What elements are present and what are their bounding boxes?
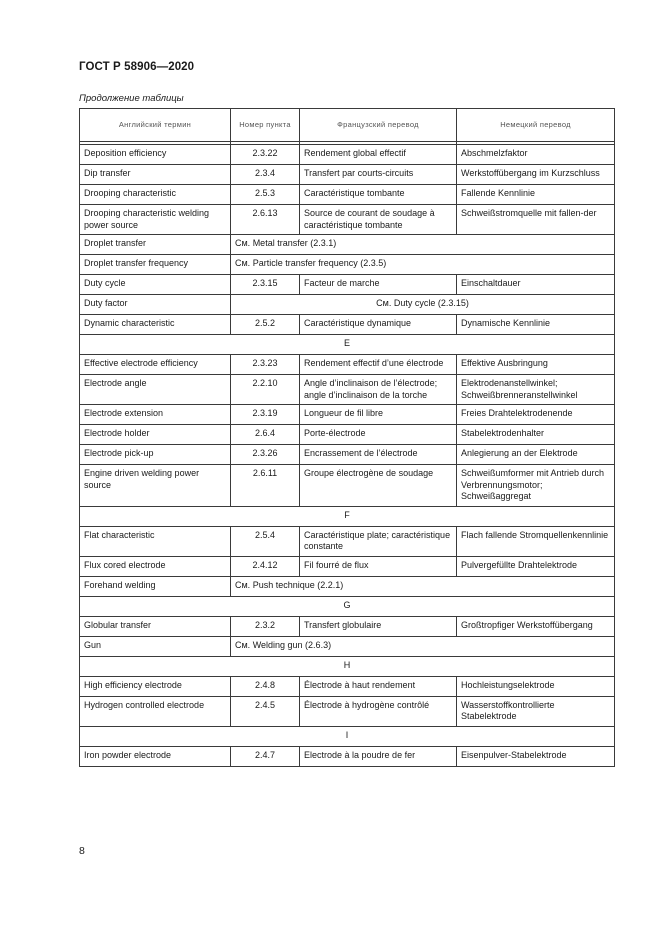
page-number: 8 [79, 845, 85, 857]
french-translation-cell: Rendement global effectif [300, 145, 457, 165]
clause-number-cell: 2.4.5 [231, 696, 300, 726]
section-letter-row [80, 656, 615, 676]
english-term-cell: Electrode pick-up [80, 445, 231, 465]
clause-number-cell: 2.3.22 [231, 145, 300, 165]
english-term-cell: Forehand welding [80, 576, 231, 596]
english-term-cell: Deposition efficiency [80, 145, 231, 165]
english-term-cell: Flux cored electrode [80, 556, 231, 576]
french-translation-cell: Rendement effectif d’une électrode [300, 355, 457, 375]
german-translation-cell: Freies Drahtelektrodenende [457, 405, 615, 425]
english-term-cell: Effective electrode efficiency [80, 355, 231, 375]
table-row [80, 165, 615, 185]
table-row [80, 235, 615, 255]
english-term-cell: Hydrogen controlled electrode [80, 696, 231, 726]
french-translation-cell: Caractéristique plate; caractéristique constante [300, 526, 457, 556]
table-row [80, 696, 615, 726]
french-translation-cell: Longueur de fil libre [300, 405, 457, 425]
table-row [80, 255, 615, 275]
cross-reference-cell: См. Metal transfer (2.3.1) [231, 235, 615, 255]
clause-number-cell: 2.3.19 [231, 405, 300, 425]
german-translation-cell: Eisenpulver-Stabelektrode [457, 746, 615, 766]
table-row [80, 185, 615, 205]
table-row [80, 576, 615, 596]
english-term-cell: Electrode holder [80, 425, 231, 445]
french-translation-cell: Caractéristique tombante [300, 185, 457, 205]
german-translation-cell: Einschaltdauer [457, 275, 615, 295]
table-row [80, 275, 615, 295]
french-translation-cell: Porte-électrode [300, 425, 457, 445]
french-translation-cell: Électrode à haut rendement [300, 676, 457, 696]
table-row [80, 636, 615, 656]
table-body [80, 142, 615, 767]
clause-number-cell: 2.2.10 [231, 375, 300, 405]
clause-number-cell: 2.3.26 [231, 445, 300, 465]
clause-number-cell: 2.3.15 [231, 275, 300, 295]
table-row [80, 465, 615, 507]
german-translation-cell: Großtropfiger Werkstoffübergang [457, 616, 615, 636]
english-term-cell: Duty factor [80, 295, 231, 315]
table-row [80, 145, 615, 165]
german-translation-cell: Wasserstoffkontrollierte Stabelektrode [457, 696, 615, 726]
table-row [80, 425, 615, 445]
german-translation-cell: Schweißstromquelle mit fallen-der [457, 205, 615, 235]
clause-number-cell: 2.3.2 [231, 616, 300, 636]
clause-number-cell: 2.6.13 [231, 205, 300, 235]
french-translation-cell: Angle d’inclinaison de l’électrode; angle d’inclinaison de la torche [300, 375, 457, 405]
german-translation-cell: Schweißumformer mit Antrieb durch Verbrennungsmotor; Schweißaggregat [457, 465, 615, 507]
german-translation-cell: Werkstoffübergang im Kurzschluss [457, 165, 615, 185]
english-term-cell: Engine driven welding power source [80, 465, 231, 507]
cross-reference-cell: См. Push technique (2.2.1) [231, 576, 615, 596]
english-term-cell: Dip transfer [80, 165, 231, 185]
english-term-cell: Dynamic characteristic [80, 315, 231, 335]
column-header-english-term: Английский термин [80, 109, 231, 142]
french-translation-cell: Transfert par courts-circuits [300, 165, 457, 185]
german-translation-cell: Anlegierung an der Elektrode [457, 445, 615, 465]
german-translation-cell: Effektive Ausbringung [457, 355, 615, 375]
section-letter: I [80, 726, 615, 746]
french-translation-cell: Caractéristique dynamique [300, 315, 457, 335]
english-term-cell: Gun [80, 636, 231, 656]
french-translation-cell: Fil fourré de flux [300, 556, 457, 576]
french-translation-cell: Électrode à hydrogène contrôlé [300, 696, 457, 726]
french-translation-cell: Facteur de marche [300, 275, 457, 295]
table-row [80, 295, 615, 315]
table-row [80, 205, 615, 235]
column-header-french-translation: Французский перевод [300, 109, 457, 142]
german-translation-cell: Stabelektrodenhalter [457, 425, 615, 445]
section-letter-row [80, 596, 615, 616]
french-translation-cell: Electrode à la poudre de fer [300, 746, 457, 766]
section-letter-row [80, 506, 615, 526]
german-translation-cell: Flach fallende Stromquellenkennlinie [457, 526, 615, 556]
clause-number-cell: 2.4.12 [231, 556, 300, 576]
english-term-cell: Droplet transfer frequency [80, 255, 231, 275]
table-continuation-caption: Продолжение таблицы [79, 93, 184, 104]
table-row [80, 315, 615, 335]
clause-number-cell: 2.5.2 [231, 315, 300, 335]
clause-number-cell: 2.4.7 [231, 746, 300, 766]
table-row [80, 746, 615, 766]
section-letter: G [80, 596, 615, 616]
german-translation-cell: Dynamische Kennlinie [457, 315, 615, 335]
english-term-cell: Duty cycle [80, 275, 231, 295]
english-term-cell: Flat characteristic [80, 526, 231, 556]
table-header [80, 109, 615, 142]
cross-reference-cell: См. Particle transfer frequency (2.3.5) [231, 255, 615, 275]
clause-number-cell: 2.3.23 [231, 355, 300, 375]
french-translation-cell: Encrassement de l’électrode [300, 445, 457, 465]
german-translation-cell: Pulvergefüllte Drahtelektrode [457, 556, 615, 576]
section-letter: F [80, 506, 615, 526]
table-row [80, 405, 615, 425]
english-term-cell: Drooping characteristic welding power source [80, 205, 231, 235]
french-translation-cell: Source de courant de soudage à caractéristique tombante [300, 205, 457, 235]
german-translation-cell: Fallende Kennlinie [457, 185, 615, 205]
clause-number-cell: 2.6.11 [231, 465, 300, 507]
column-header-clause-number: Номер пункта [231, 109, 300, 142]
section-letter: H [80, 656, 615, 676]
clause-number-cell: 2.3.4 [231, 165, 300, 185]
table-row [80, 526, 615, 556]
english-term-cell: Globular transfer [80, 616, 231, 636]
english-term-cell: Drooping characteristic [80, 185, 231, 205]
german-translation-cell: Elektrodenanstellwinkel; Schweißbrenneranstellwinkel [457, 375, 615, 405]
german-translation-cell: Hochleistungselektrode [457, 676, 615, 696]
clause-number-cell: 2.5.3 [231, 185, 300, 205]
cross-reference-cell: См. Duty cycle (2.3.15) [231, 295, 615, 315]
cross-reference-cell: См. Welding gun (2.6.3) [231, 636, 615, 656]
clause-number-cell: 2.5.4 [231, 526, 300, 556]
english-term-cell: High efficiency electrode [80, 676, 231, 696]
section-letter-row [80, 726, 615, 746]
french-translation-cell: Groupe électrogène de soudage [300, 465, 457, 507]
english-term-cell: Droplet transfer [80, 235, 231, 255]
clause-number-cell: 2.6.4 [231, 425, 300, 445]
table-row [80, 616, 615, 636]
table-row [80, 445, 615, 465]
table-row [80, 375, 615, 405]
table-row [80, 676, 615, 696]
table-row [80, 556, 615, 576]
column-header-german-translation: Немецкий перевод [457, 109, 615, 142]
section-letter-row [80, 335, 615, 355]
french-translation-cell: Transfert globulaire [300, 616, 457, 636]
english-term-cell: Electrode extension [80, 405, 231, 425]
terms-table [79, 108, 615, 767]
german-translation-cell: Abschmelzfaktor [457, 145, 615, 165]
english-term-cell: Electrode angle [80, 375, 231, 405]
table-row [80, 355, 615, 375]
clause-number-cell: 2.4.8 [231, 676, 300, 696]
section-letter: E [80, 335, 615, 355]
english-term-cell: Iron powder electrode [80, 746, 231, 766]
standard-code: ГОСТ Р 58906—2020 [79, 61, 195, 73]
